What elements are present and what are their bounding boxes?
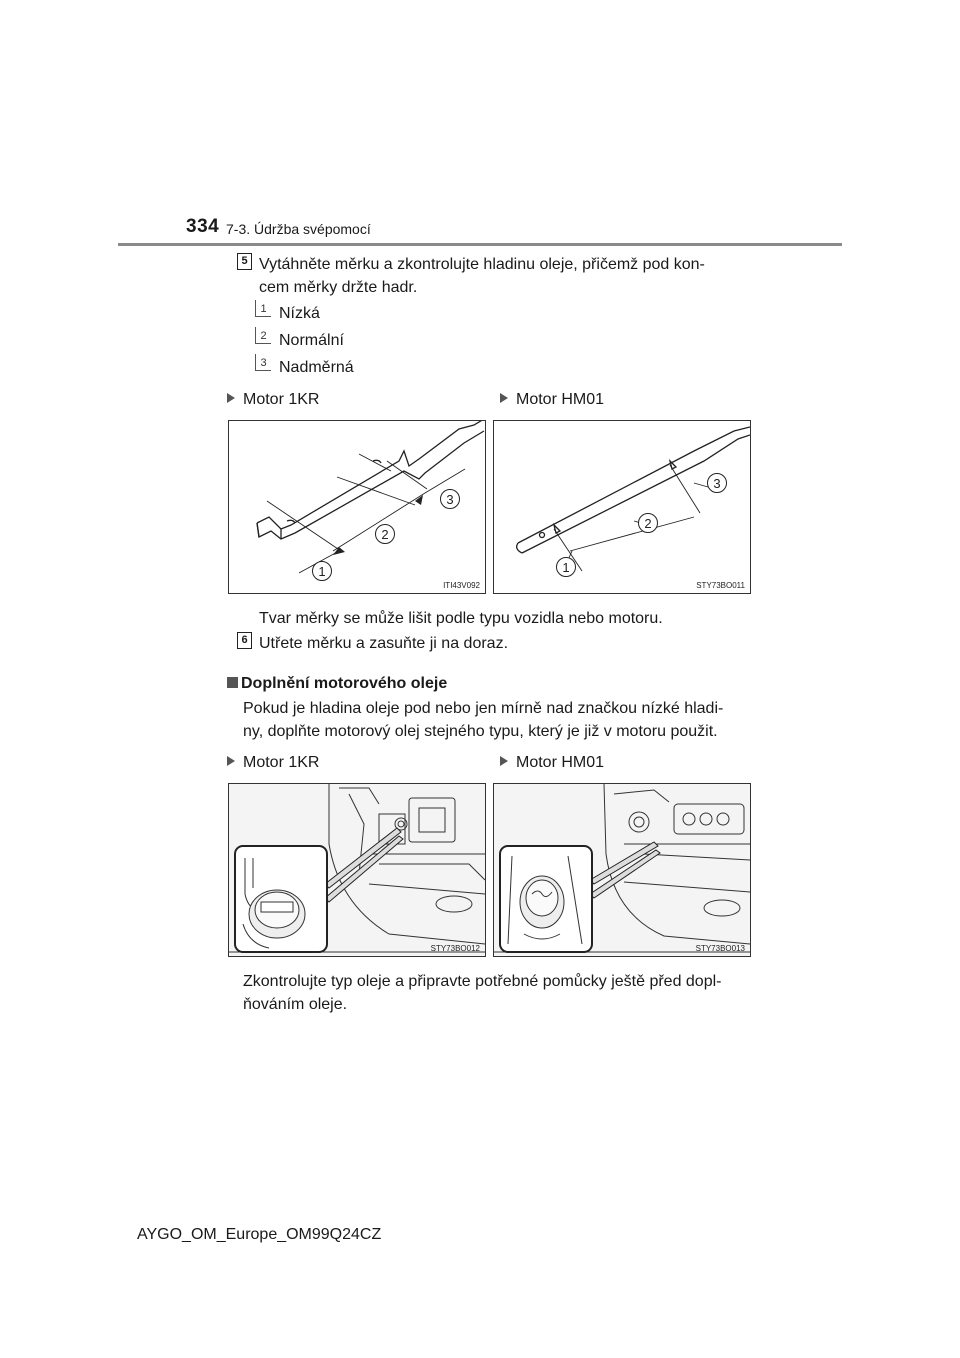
dipstick-label-right: Motor HM01	[500, 388, 604, 411]
callout-2: 2	[644, 516, 652, 531]
figure-code: STY73BO013	[695, 944, 745, 953]
callout-3: 3	[713, 476, 721, 491]
square-bullet-icon	[227, 677, 238, 688]
document-footer: AYGO_OM_Europe_OM99Q24CZ	[137, 1226, 382, 1243]
callout-3: 3	[446, 492, 454, 507]
refill-heading: Doplnění motorového oleje	[227, 672, 447, 695]
step-5-text-line1: Vytáhněte měrku a zkontrolujte hladinu oleje, přičemž pod kon-	[259, 256, 705, 273]
engine-figure-hm01	[493, 783, 751, 957]
step-6-badge: 6	[237, 632, 252, 649]
callout-1: 1	[562, 560, 570, 575]
dipstick-figure-1kr	[228, 420, 486, 594]
item-1-badge: 1	[255, 300, 271, 317]
section-title: 7-3. Údržba svépomocí	[226, 221, 371, 237]
callout-2: 2	[381, 527, 389, 542]
dipstick-note: Tvar měrky se může lišit podle typu vozidla nebo motoru.	[259, 610, 663, 627]
step-6-text: Utřete měrku a zasuňte ji na doraz.	[259, 635, 509, 652]
item-3-label: Nadměrná	[279, 359, 354, 376]
item-3-badge: 3	[255, 354, 271, 371]
page-number: 334	[186, 216, 220, 237]
refill-note-line2: ňováním oleje.	[243, 996, 348, 1013]
dipstick-label-left: Motor 1KR	[227, 388, 319, 411]
engine-label-left: Motor 1KR	[227, 751, 319, 774]
triangle-bullet-icon	[500, 393, 508, 403]
step-5-text-line2: cem měrky držte hadr.	[259, 279, 418, 296]
engine-label-right: Motor HM01	[500, 751, 604, 774]
figure-code: STY73BO011	[696, 581, 745, 590]
item-2-badge: 2	[255, 327, 271, 344]
refill-text-line2: ny, doplňte motorový olej stejného typu, který je již v motoru použit.	[243, 723, 718, 740]
figure-code: ITI43V092	[443, 581, 480, 590]
triangle-bullet-icon	[227, 393, 235, 403]
step-5-badge: 5	[237, 253, 252, 270]
dipstick-figure-hm01	[493, 420, 751, 594]
callout-1: 1	[318, 564, 326, 579]
triangle-bullet-icon	[500, 756, 508, 766]
figure-code: STY73BO012	[430, 944, 480, 953]
item-1-label: Nízká	[279, 305, 320, 322]
header-rule	[118, 243, 842, 246]
refill-text-line1: Pokud je hladina oleje pod nebo jen mírně nad značkou nízké hladi-	[243, 700, 724, 717]
item-2-label: Normální	[279, 332, 344, 349]
triangle-bullet-icon	[227, 756, 235, 766]
refill-note-line1: Zkontrolujte typ oleje a připravte potřebné pomůcky ještě před dopl-	[243, 973, 722, 990]
engine-figure-1kr	[228, 783, 486, 957]
